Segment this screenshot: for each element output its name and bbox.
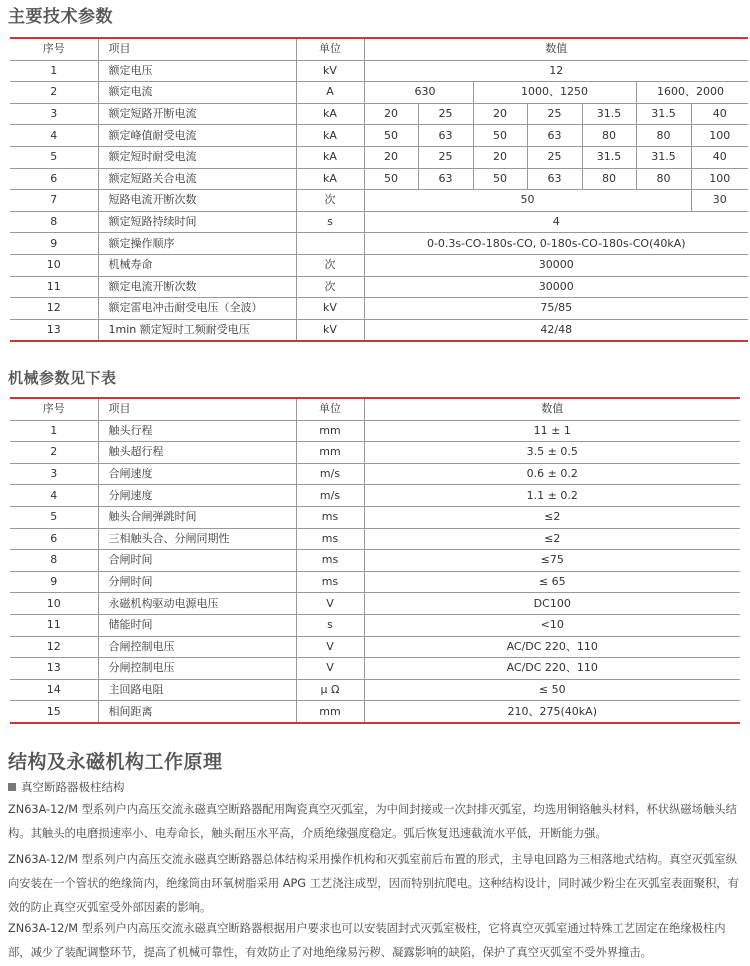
row-unit: s — [296, 211, 364, 233]
table-row — [10, 701, 740, 723]
row-no: 13 — [10, 658, 98, 680]
row-item: 分闸时间 — [98, 571, 296, 593]
row-no: 5 — [10, 146, 98, 168]
table-row — [10, 146, 748, 168]
row-unit: kA — [296, 125, 364, 147]
row-item: 触头超行程 — [98, 442, 296, 464]
section-title-main-params: 主要技术参数 — [8, 7, 113, 27]
row-value: 31.5 — [636, 103, 691, 125]
row-value: 63 — [418, 125, 473, 147]
row-no: 6 — [10, 528, 98, 550]
row-item: 额定短路关合电流 — [98, 168, 296, 190]
paragraph: ZN63A-12/M 型系列户内高压交流永磁真空断路器配用陶瓷真空灭弧室，为中间封接或一次封排灭弧室，均选用铜铬触头材料，杯状纵磁场触头结构。其触头的电磨损速率小、电寿命长，触头耐压水平高，介质绝缘强度稳定。弧后恢复迅速截流水平低，开断能力强。 — [8, 803, 737, 840]
row-no: 15 — [10, 701, 98, 723]
row-unit: mm — [296, 701, 364, 723]
row-unit: 次 — [296, 276, 364, 298]
table-row — [10, 571, 740, 593]
row-item: 合闸控制电压 — [98, 636, 296, 658]
row-value: 30000 — [364, 254, 748, 276]
row-value: 31.5 — [582, 103, 636, 125]
header-no: 序号 — [10, 38, 98, 60]
row-no: 6 — [10, 168, 98, 190]
row-value-1000-1250: 1000、1250 — [473, 82, 636, 104]
row-unit: ms — [296, 506, 364, 528]
header-unit: 单位 — [296, 398, 364, 420]
row-value: 100 — [691, 125, 748, 147]
row-value-1600-2000: 1600、2000 — [636, 82, 748, 104]
header-unit: 单位 — [296, 38, 364, 60]
table-row — [10, 506, 740, 528]
row-item: 主回路电阻 — [98, 679, 296, 701]
row-value: 25 — [418, 103, 473, 125]
row-item: 合闸时间 — [98, 550, 296, 572]
row-no: 8 — [10, 550, 98, 572]
row-value: 11 ± 1 — [364, 420, 740, 442]
row-value: 31.5 — [636, 146, 691, 168]
subsection-title-text: 真空断路器极柱结构 — [21, 780, 125, 794]
table-row — [10, 190, 748, 212]
row-no: 5 — [10, 506, 98, 528]
row-value: 80 — [636, 125, 691, 147]
row-value: 31.5 — [582, 146, 636, 168]
row-value: ≤75 — [364, 550, 740, 572]
row-item: 机械寿命 — [98, 254, 296, 276]
row-value: DC100 — [364, 593, 740, 615]
row-no: 10 — [10, 593, 98, 615]
row-value: 100 — [691, 168, 748, 190]
row-no: 12 — [10, 636, 98, 658]
header-value: 数值 — [364, 398, 740, 420]
main-params-table — [10, 37, 748, 342]
row-item: 相间距离 — [98, 701, 296, 723]
paragraph: ZN63A-12/M 型系列户内高压交流永磁真空断路器根据用户要求也可以安装固封式灭弧室极柱，它将真空灭弧室通过特殊工艺固定在绝缘极柱内部，减少了装配调整环节，提高了机械可靠性，有效防止了对地绝缘易污秽、凝露影响的缺陷，保护了真空灭弧室不受外界撞击。 — [8, 922, 726, 959]
row-no: 3 — [10, 463, 98, 485]
table-header-row — [10, 38, 748, 60]
header-item: 项目 — [98, 398, 296, 420]
row-value: 50 — [364, 168, 418, 190]
row-unit: ms — [296, 550, 364, 572]
table-row — [10, 168, 748, 190]
row-value: ≤ 65 — [364, 571, 740, 593]
row-value: 20 — [473, 146, 527, 168]
row-item: 额定雷电冲击耐受电压（全波） — [98, 298, 296, 320]
row-unit: kA — [296, 168, 364, 190]
row-unit: mm — [296, 420, 364, 442]
row-unit: kV — [296, 298, 364, 320]
subsection-title — [8, 779, 125, 795]
row-value: 40 — [691, 103, 748, 125]
table-row — [10, 679, 740, 701]
row-item: 额定短时耐受电流 — [98, 146, 296, 168]
row-value: ≤2 — [364, 506, 740, 528]
row-no: 13 — [10, 319, 98, 341]
row-unit: s — [296, 614, 364, 636]
table-row — [10, 658, 740, 680]
table-row — [10, 276, 748, 298]
row-unit: μ Ω — [296, 679, 364, 701]
row-no: 12 — [10, 298, 98, 320]
row-value: 210、275(40kA) — [364, 701, 740, 723]
row-value-630: 630 — [364, 82, 473, 104]
row-value: 0-0.3s-CO-180s-CO, 0-180s-CO-180s-CO(40kA) — [364, 233, 748, 255]
row-unit: kV — [296, 60, 364, 82]
row-value: 3.5 ± 0.5 — [364, 442, 740, 464]
row-value: AC/DC 220、110 — [364, 658, 740, 680]
row-unit: V — [296, 593, 364, 615]
row-value: AC/DC 220、110 — [364, 636, 740, 658]
table-header-row — [10, 398, 740, 420]
row-item: 触头行程 — [98, 420, 296, 442]
row-item: 短路电流开断次数 — [98, 190, 296, 212]
table-row — [10, 636, 740, 658]
row-value: 25 — [527, 103, 582, 125]
row-value: 80 — [582, 168, 636, 190]
table-row — [10, 125, 748, 147]
row-item: 永磁机构驱动电源电压 — [98, 593, 296, 615]
row-unit: V — [296, 636, 364, 658]
row-value: 25 — [527, 146, 582, 168]
table-row — [10, 82, 748, 104]
row-unit — [296, 233, 364, 255]
table-row — [10, 319, 748, 341]
row-item: 额定操作顺序 — [98, 233, 296, 255]
row-unit: ms — [296, 528, 364, 550]
table-row — [10, 420, 740, 442]
row-no: 7 — [10, 190, 98, 212]
row-value: 1.1 ± 0.2 — [364, 485, 740, 507]
row-item: 分闸控制电压 — [98, 658, 296, 680]
row-no: 9 — [10, 233, 98, 255]
row-value: 80 — [636, 168, 691, 190]
row-unit: 次 — [296, 190, 364, 212]
table-row — [10, 614, 740, 636]
row-value: 50 — [364, 190, 691, 212]
row-unit: 次 — [296, 254, 364, 276]
row-item: 触头合闸弹跳时间 — [98, 506, 296, 528]
table-row — [10, 485, 740, 507]
row-no: 4 — [10, 125, 98, 147]
table-row — [10, 550, 740, 572]
table-row — [10, 60, 748, 82]
row-item: 额定短路开断电流 — [98, 103, 296, 125]
row-value: 50 — [473, 125, 527, 147]
row-item: 储能时间 — [98, 614, 296, 636]
row-value: 30 — [691, 190, 748, 212]
table-row — [10, 233, 748, 255]
row-no: 2 — [10, 442, 98, 464]
header-no: 序号 — [10, 398, 98, 420]
table-row — [10, 211, 748, 233]
table-row — [10, 593, 740, 615]
row-value: 75/85 — [364, 298, 748, 320]
row-value: <10 — [364, 614, 740, 636]
row-value: 20 — [473, 103, 527, 125]
row-item: 分闸速度 — [98, 485, 296, 507]
table-row — [10, 463, 740, 485]
row-no: 10 — [10, 254, 98, 276]
row-value: 63 — [527, 125, 582, 147]
mechanical-params-table — [10, 397, 740, 724]
row-unit: V — [296, 658, 364, 680]
row-no: 14 — [10, 679, 98, 701]
row-unit: kV — [296, 319, 364, 341]
row-item: 额定短路持续时间 — [98, 211, 296, 233]
row-value: 4 — [364, 211, 748, 233]
row-no: 1 — [10, 60, 98, 82]
row-no: 11 — [10, 276, 98, 298]
row-no: 11 — [10, 614, 98, 636]
row-item: 额定峰值耐受电流 — [98, 125, 296, 147]
row-value: 0.6 ± 0.2 — [364, 463, 740, 485]
row-value: 20 — [364, 103, 418, 125]
section-title-structure: 结构及永磁机构工作原理 — [8, 751, 223, 773]
row-value: 63 — [527, 168, 582, 190]
row-no: 4 — [10, 485, 98, 507]
section-title-mechanical-params: 机械参数见下表 — [8, 369, 117, 387]
row-item: 合闸速度 — [98, 463, 296, 485]
row-unit: mm — [296, 442, 364, 464]
row-value: 20 — [364, 146, 418, 168]
row-value: 12 — [364, 60, 748, 82]
row-value: 50 — [364, 125, 418, 147]
row-value: 42/48 — [364, 319, 748, 341]
row-value: 30000 — [364, 276, 748, 298]
row-unit: m/s — [296, 485, 364, 507]
header-value: 数值 — [364, 38, 748, 60]
table-row — [10, 254, 748, 276]
row-item: 三相触头合、分闸同期性 — [98, 528, 296, 550]
row-item: 1min 额定短时工频耐受电压 — [98, 319, 296, 341]
header-item: 项目 — [98, 38, 296, 60]
row-value: 63 — [418, 168, 473, 190]
row-no: 1 — [10, 420, 98, 442]
row-no: 2 — [10, 82, 98, 104]
row-value: 80 — [582, 125, 636, 147]
square-bullet-icon — [8, 783, 16, 791]
row-unit: m/s — [296, 463, 364, 485]
row-unit: A — [296, 82, 364, 104]
row-item: 额定电流 — [98, 82, 296, 104]
row-unit: ms — [296, 571, 364, 593]
row-no: 8 — [10, 211, 98, 233]
row-item: 额定电流开断次数 — [98, 276, 296, 298]
row-value: 50 — [473, 168, 527, 190]
table-row — [10, 103, 748, 125]
row-value: 25 — [418, 146, 473, 168]
row-no: 3 — [10, 103, 98, 125]
row-value: ≤2 — [364, 528, 740, 550]
table-row — [10, 442, 740, 464]
row-item: 额定电压 — [98, 60, 296, 82]
paragraph: ZN63A-12/M 型系列户内高压交流永磁真空断路器总体结构采用操作机构和灭弧室前后布置的形式，主导电回路为三相落地式结构。真空灭弧室纵向安装在一个管状的绝缘筒内，绝缘筒由环氧树脂采用 APG 工艺浇注成型，因而特别抗爬电。这种结构设计，同时减少粉尘在灭弧室表面聚积，有效的防止真空灭弧室受外部因素的影响。 — [8, 853, 739, 914]
row-unit: kA — [296, 146, 364, 168]
row-value: 40 — [691, 146, 748, 168]
table-row — [10, 528, 740, 550]
table-row — [10, 298, 748, 320]
row-unit: kA — [296, 103, 364, 125]
row-value: ≤ 50 — [364, 679, 740, 701]
row-no: 9 — [10, 571, 98, 593]
